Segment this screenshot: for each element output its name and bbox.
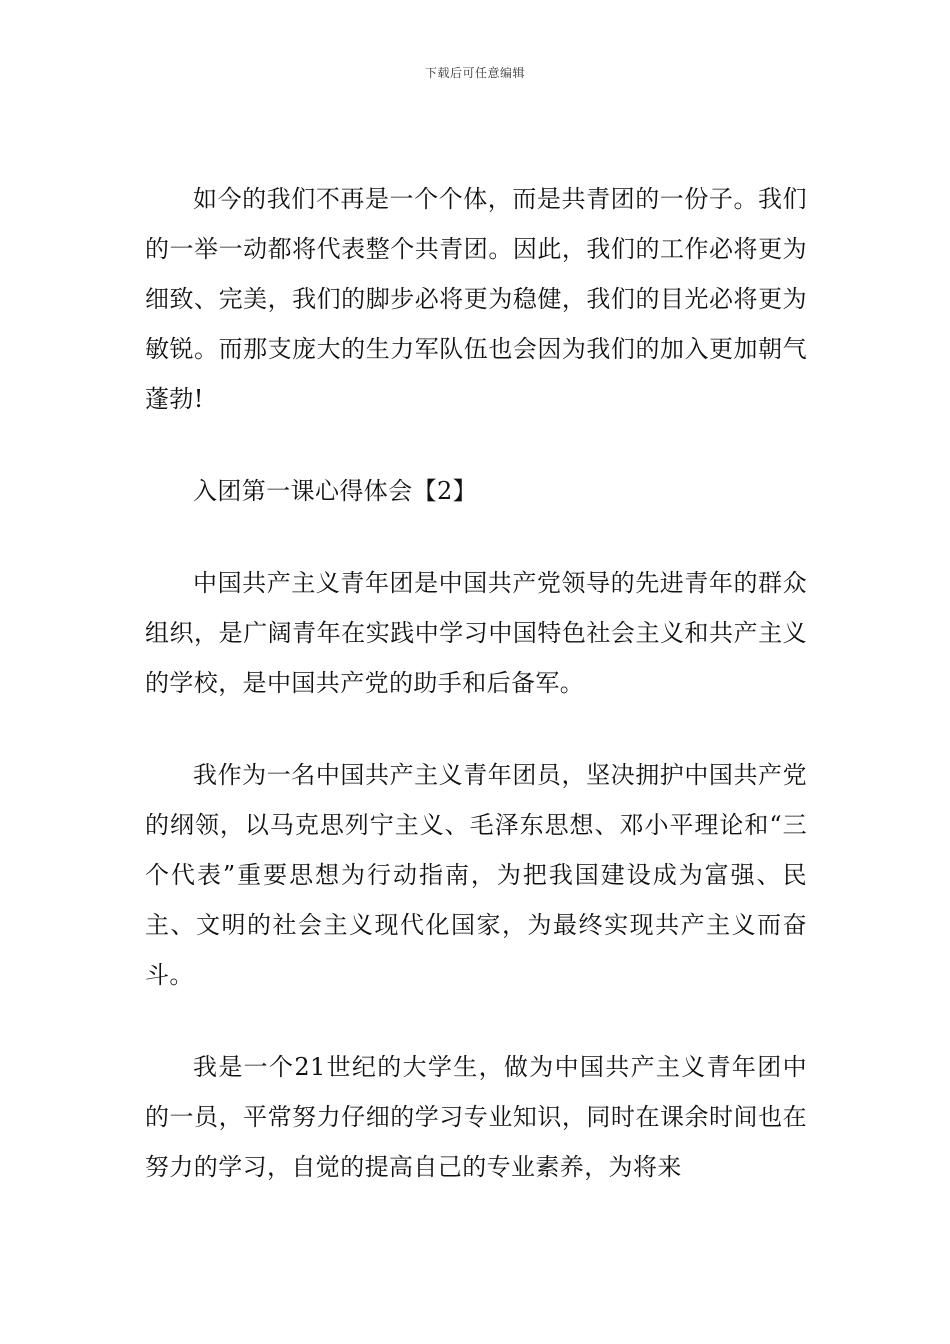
document-body (145, 174, 807, 1192)
paragraph-1: 如今的我们不再是一个个体，而是共青团的一份子。我们的一举一动都将代表整个共青团。因此，我们的工作必将更为细致、完美，我们的脚步必将更为稳健，我们的目光必将更为敏锐。而那支庞大的生力军队伍也会因为我们的加入更加朝气蓬勃! (145, 185, 807, 413)
paragraph-3: 我作为一名中国共产主义青年团员，坚决拥护中国共产党的纲领，以马克思列宁主义、毛泽东思想、邓小平理论和“三个代表”重要思想为行动指南，为把我国建设成为富强、民主、文明的社会主义现代化国家，为最终实现共产主义而奋斗。 (145, 761, 807, 989)
page-header: 下载后可任意编辑 (424, 66, 525, 80)
paragraph-2: 中国共产主义青年团是中国共产党领导的先进青年的群众组织，是广阔青年在实践中学习中国特色社会主义和共产主义的学校，是中国共产党的助手和后备军。 (145, 569, 807, 697)
paragraph-4: 我是一个21世纪的大学生，做为中国共产主义青年团中的一员，平常努力仔细的学习专业知识，同时在课余时间也在努力的学习，自觉的提高自己的专业素养，为将来 (145, 1053, 807, 1181)
section-heading: 入团第一课心得体会【2】 (193, 477, 478, 505)
